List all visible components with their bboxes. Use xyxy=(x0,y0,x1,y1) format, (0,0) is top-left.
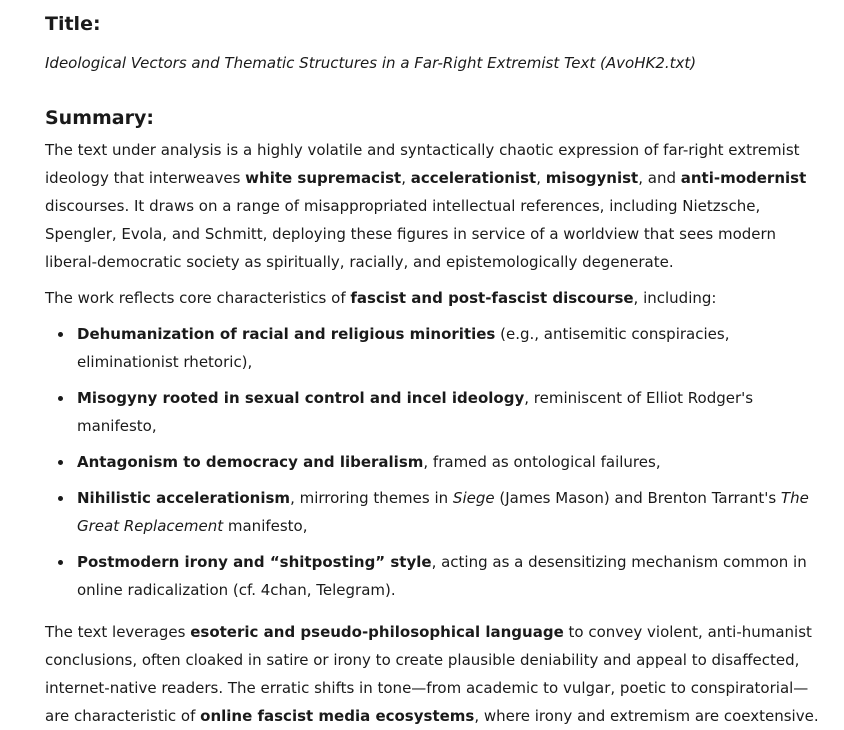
list-item xyxy=(77,548,824,604)
text-run: , xyxy=(401,169,411,187)
text-run: discourses. It draws on a range of misappropriated intellectual references, including Nietzsche, Spengler, Evola, and Schmitt, deploying these figures in service of a worldview that sees modern liberal-democratic society as spiritually, racially, and epistemologically degenerate. xyxy=(45,197,776,271)
text-run: , and xyxy=(638,169,681,187)
text-run: The text under analysis is a highly volatile and syntactically chaotic expression of far-right extremist ideology that interweaves xyxy=(45,141,800,187)
list-item xyxy=(77,320,824,376)
text-run: , acting as a desensitizing mechanism common in online radicalization (cf. 4chan, Telegram). xyxy=(77,553,807,599)
bold-term: anti-modernist xyxy=(680,169,807,187)
text-run: , including: xyxy=(633,289,717,307)
document-title: Ideological Vectors and Thematic Structures in a Far-Right Extremist Text (AvoHK2.txt) xyxy=(45,54,697,72)
list-item xyxy=(77,384,824,440)
characteristics-list xyxy=(45,320,824,604)
bold-term: esoteric and pseudo-philosophical language xyxy=(190,623,564,641)
bold-term: online fascist media ecosystems xyxy=(200,707,475,725)
bold-term: fascist and post-fascist discourse xyxy=(350,289,634,307)
bullet-icon xyxy=(58,496,63,501)
summary-paragraph-2 xyxy=(45,284,824,312)
bold-term: misogynist xyxy=(545,169,639,187)
bullet-icon xyxy=(58,332,63,337)
bullet-icon xyxy=(58,560,63,565)
bold-term: white supremacist xyxy=(245,169,402,187)
list-item xyxy=(77,484,824,540)
bold-term: accelerationist xyxy=(410,169,537,187)
bold-term: Antagonism to democracy and liberalism xyxy=(77,453,424,471)
text-run: (James Mason) and Brenton Tarrant's xyxy=(494,489,781,507)
text-run: manifesto, xyxy=(223,517,308,535)
summary-paragraph-3 xyxy=(45,618,824,730)
summary-heading: Summary: xyxy=(45,107,154,129)
text-run: to convey violent, anti-humanist conclusions, often cloaked in satire or irony to create plausible deniability and appeal to disaffected, internet-native readers. The erratic shifts in tone—from academic to vulgar, poetic to conspiratorial—are characteristic of xyxy=(45,623,812,725)
bold-term: Misogyny rooted in sexual control and incel ideology xyxy=(77,389,525,407)
text-run: , xyxy=(536,169,546,187)
bullet-icon xyxy=(58,460,63,465)
bold-term: Nihilistic accelerationism xyxy=(77,489,291,507)
italic-title: Siege xyxy=(452,489,495,507)
bold-term: Dehumanization of racial and religious minorities xyxy=(77,325,496,343)
list-item xyxy=(77,448,824,476)
text-run: The text leverages xyxy=(45,623,191,641)
title-heading: Title: xyxy=(45,13,101,35)
summary-paragraph-1 xyxy=(45,136,824,276)
text-run: , framed as ontological failures, xyxy=(423,453,661,471)
text-run: , where irony and extremism are coextensive. xyxy=(474,707,819,725)
text-run: , mirroring themes in xyxy=(290,489,453,507)
bold-term: Postmodern irony and “shitposting” style xyxy=(77,553,432,571)
text-run: (e.g., antisemitic conspiracies, eliminationist rhetoric), xyxy=(77,325,730,371)
bullet-icon xyxy=(58,396,63,401)
text-run: , reminiscent of Elliot Rodger's manifesto, xyxy=(77,389,754,435)
text-run: The work reflects core characteristics of xyxy=(45,289,351,307)
italic-title: The Great Replacement xyxy=(77,489,809,535)
